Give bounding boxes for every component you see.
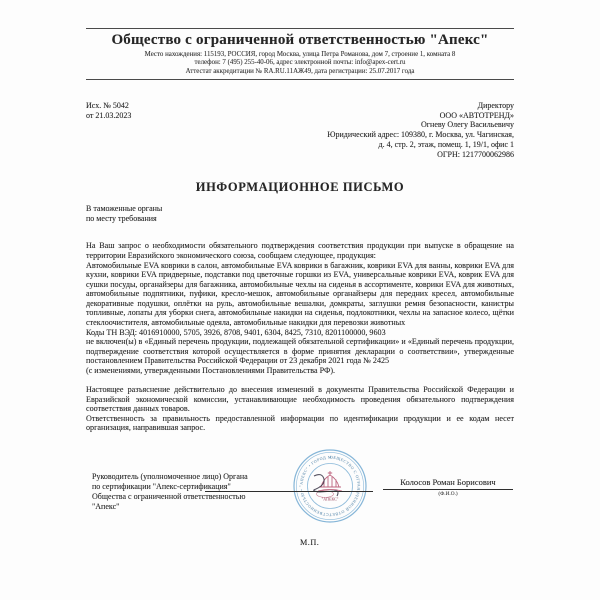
signature-line [205,491,373,492]
signer-name-block [383,477,513,497]
paragraph-codes: Коды ТН ВЭД: 4016910000, 5705, 3926, 8708, 9401, 6304, 8425, 7310, 8201100000, 9603 [86,327,386,337]
company-contacts: телефон: 7 (495) 255-40-06, адрес электронной почты: info@apex-cert.ru [194,59,406,67]
paragraph-amendments: (с изменениями, утвержденными Постановлениями Правительства РФ). [86,365,336,375]
document-title: ИНФОРМАЦИОННОЕ ПИСЬМО [195,180,405,195]
letterhead [86,28,514,80]
seal-place-caption: М.П. [300,538,320,547]
recipient-address-2: д. 4, стр. 2, этаж, помещ. 1, 19/1, офис 1 [378,139,514,149]
addressee-note [86,204,514,224]
outgoing-reference [86,101,131,160]
recipient-block [327,101,514,160]
outgoing-number: Исх. № 5042 [86,100,129,110]
paragraph-products: Автомобильные EVA коврики в салон, автомобильные EVA коврики в багажник, коврики EVA для ванны, коврики EVA для кухни, коврики EVA придверные, подставки под цветочные горшки из EVA, универсальные коврики EVA, коврик EVA для сушки посуды, органайзеры для багажника, автомобильные чехлы на сиденья в ассортименте, коврики EVA для животных, автомобильные подпятники, пуфики, кресло-мешок, автомобильные органайзеры для передних кресел, автомобильные декоративные подушки, оплётки на руль, автомобильные вешалки, домкраты, заглушки ремня безопасности, канистры топливные, лопаты для уборки снега, автомобильные накидки на сиденья, подлокотники, чехлы на запасное колесо, щётки стеклоочистителя, автомобильные одеяла, автомобильные накидки для перевозки животных [86,260,514,327]
addressee-note-line1: В таможенные органы [86,204,163,214]
letterhead-bottom-rule [86,79,514,80]
recipient-address-1: Юридический адрес: 109380, г. Москва, ул. Чагинская, [327,130,514,140]
paragraph-responsibility: Ответственность за правильность предоставленной информации по идентификации продукции и ее кодам несет организация, направившая запрос. [86,413,514,433]
paragraph-not-included: не включен(ы) в «Единый перечень продукции, подлежащей обязательной сертификации» и «Единый перечень продукции, подтверждение соответствия которой осуществляется в форме принятия декларации о соответствии», утвержденные постановлением Правительства Российской Федерации от 23 декабря 2021 года № 2425 [86,337,514,366]
paragraph-intro: На Ваш запрос о необходимости обязательного подтверждения соответствия продукции при выпуске в обращение на территории Евразийского экономического союза, сообщаем следующее, продукция: [86,241,514,260]
company-accreditation: Аттестат аккредитации № RA.RU.11АЖ49, дата регистрации: 25.07.2017 года [185,67,415,75]
stamp-center-text: "АПЕКС" [321,496,339,502]
signer-name: Колосов Роман Борисович [400,477,496,487]
paragraph-validity: Настоящее разъяснение действительно до внесения изменений в документы Правительства Российской Федерации и Евразийской экономической комиссии, устанавливающие необходимость проведения обязательного подтверждения соответствия данных товаров. [86,384,514,414]
recipient-position: Директору [477,100,514,110]
handwritten-signature [300,470,360,509]
recipient-ogrn: ОГРН: 1217700062986 [437,149,514,159]
letter-body [86,241,514,432]
recipient-company: ООО «АВТОТРЕНД» [439,110,514,120]
recipient-person: Огневу Олегу Васильевичу [421,120,514,130]
letterhead-top-rule [86,28,514,29]
reference-recipient-row [86,101,514,160]
company-name: Общество с ограниченной ответственностью "Апекс" [111,32,489,48]
company-address: Место нахождения: 115193, РОССИЯ, город Москва, улица Петра Романова, дом 7, строение 1, комната 8 [144,51,456,58]
addressee-note-line2: по месту требования [86,214,157,224]
stamp-ring-text: ОБЩЕСТВО С ОГРАНИЧЕННОЙ ОТВЕТСТВЕННОСТЬЮ • "АПЕКС" • ГОРОД МОСКВА • [299,455,361,517]
signer-name-caption: (Ф.И.О.) [438,490,458,497]
signer-title: Руководитель (уполномоченное лицо) Органа по сертификации "Апекс-сертификация" Общества с ограниченной ответственностью "Апекс" [92,472,248,511]
outgoing-date: от 21.03.2023 [86,110,132,120]
